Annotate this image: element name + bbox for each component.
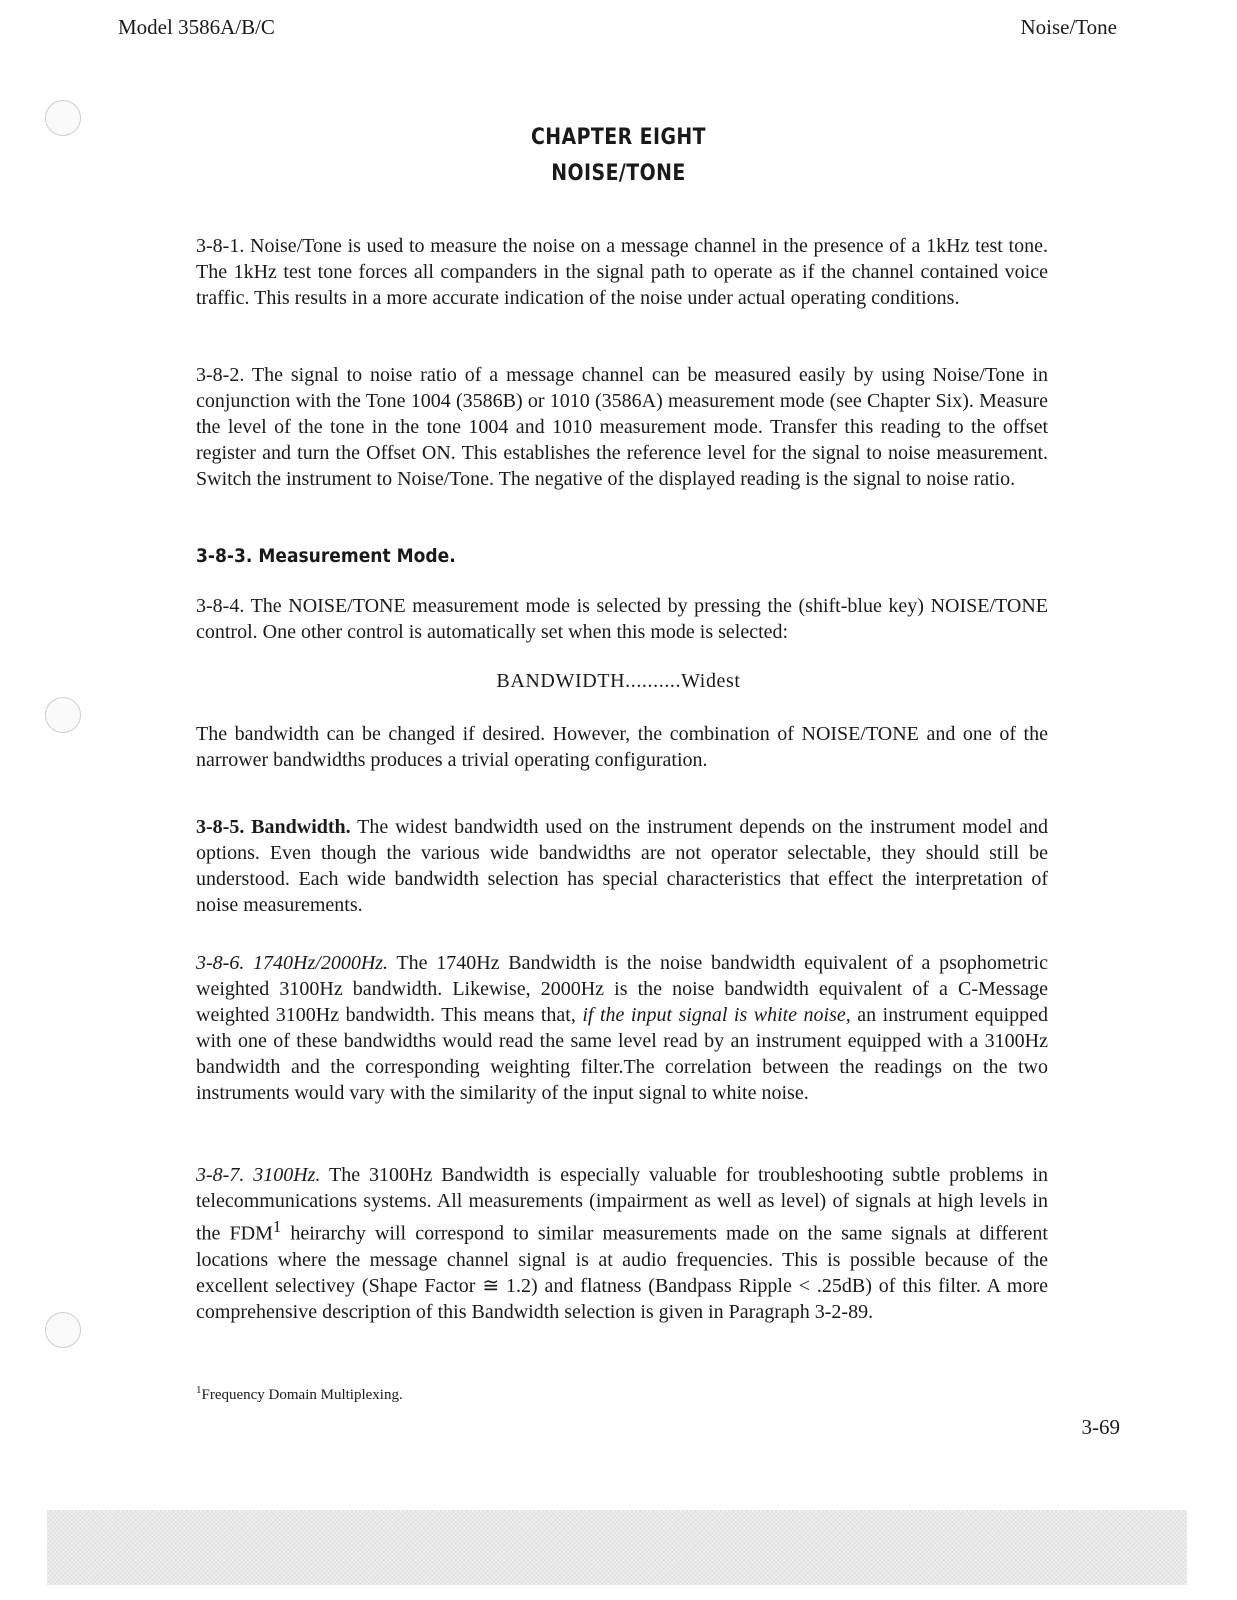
white-noise-emphasis: if the input signal is white noise, xyxy=(582,1004,851,1026)
scan-artifact-strip xyxy=(47,1510,1187,1585)
bandwidth-1740-2000-heading: 3-8-6. 1740Hz/2000Hz. xyxy=(196,952,389,974)
footnote-reference: 1 xyxy=(272,1217,282,1236)
bandwidth-setting-line: BANDWIDTH..........Widest xyxy=(496,670,741,692)
paragraph-3-8-5-body: The widest bandwidth used on the instrument depends on the instrument model and options. Even though the various wide bandwidths are not operator selectable, they should still be understood. Each wide bandwidth selection has special characteristics that effect the interpretation of noise measurements. xyxy=(196,816,1048,916)
page-number: 3-69 xyxy=(1081,1415,1120,1439)
paragraph-3-8-7 xyxy=(196,1162,1048,1325)
paragraph-3-8-6-body-2: an instrument equipped with one of these bandwidths would read the same level read by an instrument equipped with a 3100Hz bandwidth and the corresponding weighting filter.The correlation between the readings on the two instruments would vary with the similarity of the input signal to white noise. xyxy=(196,1004,1049,1104)
binder-hole-top xyxy=(45,100,81,136)
paragraph-3-8-1: 3-8-1. Noise/Tone is used to measure the noise on a message channel in the presence of a 1kHz test tone. The 1kHz test tone forces all companders in the signal path to operate as if the channel contained voice traffic. This results in a more accurate indication of the noise under actual operating conditions. xyxy=(196,235,1048,309)
bandwidth-3100-heading: 3-8-7. 3100Hz. xyxy=(196,1164,321,1186)
paragraph-3-8-7-body-2: heirarchy will correspond to similar measurements made on the same signals at different locations where the message channel signal is at audio frequencies. This is possible because of the excellent selectivey (Shape Factor ≅ 1.2) and flatness (Bandpass Ripple < .25dB) of this filter. A more comprehensive description of this Bandwidth selection is given in Paragraph 3-2-89. xyxy=(196,1222,1048,1323)
paragraph-3-8-7-body-1: The 3100Hz Bandwidth is especially valuable for troubleshooting subtle problems in telecommunications systems. All measurements (impairment as well as level) of signals at high levels in the FDM xyxy=(196,1164,1048,1245)
binder-hole-middle xyxy=(45,697,81,733)
paragraph-bandwidth-note: The bandwidth can be changed if desired. However, the combination of NOISE/TONE and one of the narrower bandwidths produces a trivial operating configuration. xyxy=(196,723,1048,771)
paragraph-3-8-5 xyxy=(196,814,1048,918)
paragraph-3-8-2: 3-8-2. The signal to noise ratio of a message channel can be measured easily by using Noise/Tone in conjunction with the Tone 1004 (3586B) or 1010 (3586A) measurement mode (see Chapter Six). Measure the level of the tone in the tone 1004 and 1010 measurement mode. Transfer this reading to the offset register and turn the Offset ON. This establishes the reference level for the signal to noise measurement. Switch the instrument to Noise/Tone. The negative of the displayed reading is the signal to noise ratio. xyxy=(196,364,1048,490)
chapter-number-title: CHAPTER EIGHT xyxy=(530,125,707,150)
paragraph-3-8-6 xyxy=(196,950,1048,1106)
bandwidth-heading: 3-8-5. Bandwidth. xyxy=(196,816,351,838)
paragraph-3-8-6-body-1: The 1740Hz Bandwidth is the noise bandwidth equivalent of a psophometric weighted 3100Hz bandwidth. Likewise, 2000Hz is the noise bandwidth equivalent of a C-Message weighted 3100Hz bandwidth. This means that, xyxy=(196,952,1048,1026)
binder-hole-bottom xyxy=(45,1312,81,1348)
chapter-name-title: NOISE/TONE xyxy=(551,161,686,186)
footnote xyxy=(196,1384,403,1404)
footnote-mark: 1 xyxy=(196,1384,202,1396)
measurement-mode-heading: 3-8-3. Measurement Mode. xyxy=(196,545,456,567)
section-heading-measurement-mode xyxy=(196,543,1048,569)
running-header-left: Model 3586A/B/C xyxy=(118,15,275,39)
paragraph-3-8-4: 3-8-4. The NOISE/TONE measurement mode is selected by pressing the (shift-blue key) NOISE/TONE control. One other control is automatically set when this mode is selected: xyxy=(196,595,1048,643)
footnote-text: Frequency Domain Multiplexing. xyxy=(201,1387,403,1403)
running-header-right: Noise/Tone xyxy=(1020,15,1117,39)
